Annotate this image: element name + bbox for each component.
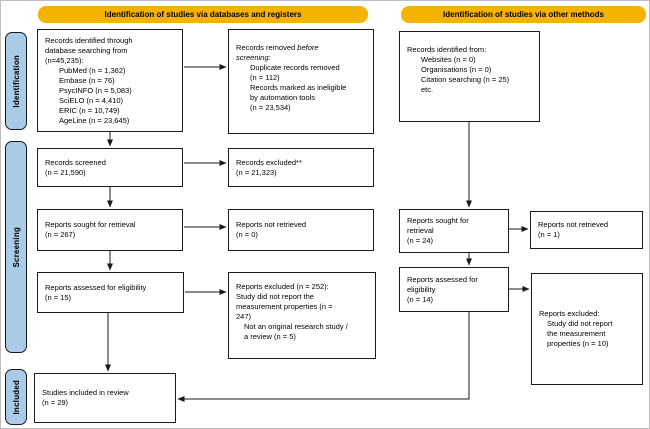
box-line: Reports excluded:: [539, 309, 600, 318]
box-reports-sought-databases: [37, 209, 183, 251]
box-line: Study did not report: [547, 319, 613, 328]
box-line: Reports not retrieved: [538, 220, 609, 229]
banner-databases-registers: Identification of studies via databases and registers: [38, 6, 368, 23]
box-reports-excluded-eligibility-databases: [228, 272, 376, 359]
box-line: eligibility: [407, 284, 436, 294]
box-line: Reports assessed for eligibility: [45, 282, 147, 292]
stage-text-included: Included: [11, 379, 21, 415]
box-line: (n = 14): [407, 294, 434, 304]
box-line: (n = 21,323): [236, 167, 277, 177]
box-line: (n = 112): [250, 73, 280, 82]
stage-text-screening: Screening: [11, 226, 21, 268]
box-line: retrieval: [407, 226, 434, 235]
box-line: properties (n = 10): [547, 339, 609, 348]
box-line: (n=45,235):: [45, 56, 84, 65]
box-line: by automation tools: [250, 93, 316, 102]
box-line: (n = 29): [42, 398, 69, 407]
box-line: Websites (n = 0): [421, 55, 476, 64]
box-records-screened: [37, 148, 183, 187]
box-reports-assessed-databases: [37, 272, 184, 313]
box-studies-included: [34, 373, 176, 423]
box-line: Citation searching (n = 25): [421, 75, 510, 84]
box-line: Not an original research study /: [244, 322, 348, 331]
box-line: Records identified through: [45, 36, 133, 45]
box-line: etc.: [421, 85, 434, 94]
box-line: Study did not report the: [236, 292, 314, 301]
box-line: (n = 1): [538, 230, 560, 239]
box-line: Reports sought for retrieval: [45, 220, 136, 229]
box-line: Embase (n = 76): [59, 76, 115, 85]
box-line: (n = 24): [407, 236, 434, 245]
box-reports-sought-other: [399, 209, 509, 253]
box-line: (n = 21,590): [45, 167, 86, 177]
box-line: the measurement: [547, 329, 606, 338]
box-line: AgeLine (n = 23,645): [59, 116, 130, 125]
box-line: PubMed (n = 1,362): [59, 66, 126, 75]
text-italic: before: [297, 43, 319, 52]
box-line: Records screened: [45, 157, 106, 167]
box-line: Reports assessed for: [407, 274, 478, 284]
box-line: Records excluded**: [236, 157, 302, 167]
box-line: measurement properties (n =: [236, 302, 333, 311]
box-line: (n = 23,534): [250, 103, 291, 112]
box-line: SciELO (n = 4,410): [59, 96, 123, 105]
box-line: Records marked as ineligible: [250, 83, 347, 92]
box-line: Duplicate records removed: [250, 63, 340, 72]
box-records-identified-other: [399, 31, 540, 122]
box-line: Reports not retrieved: [236, 220, 307, 229]
text-normal: Records removed: [236, 43, 298, 52]
box-line: (n = 267): [45, 230, 76, 239]
box-line: database searching from: [45, 46, 128, 55]
box-reports-excluded-eligibility-other: [531, 273, 643, 385]
box-line: Records identified from:: [407, 45, 487, 54]
box-records-removed-before-screening: [228, 29, 374, 134]
box-line: (n = 15): [45, 292, 72, 302]
box-records-excluded: [228, 148, 374, 187]
box-line: a review (n = 5): [244, 332, 296, 341]
box-reports-not-retrieved-databases: [228, 209, 374, 251]
box-line: Studies included in review: [42, 388, 129, 397]
box-reports-assessed-other: [399, 267, 509, 312]
text-italic: screening:: [236, 53, 271, 62]
box-line: Reports excluded (n = 252):: [236, 282, 329, 291]
box-records-identified-databases: [37, 29, 183, 132]
box-line: Reports sought for: [407, 216, 469, 225]
box-reports-not-retrieved-other: [530, 211, 643, 249]
box-line: ERIC (n = 10,749): [59, 106, 120, 115]
box-line: (n = 0): [236, 230, 258, 239]
box-line: [236, 53, 370, 63]
box-line: Organisations (n = 0): [421, 65, 492, 74]
box-line: 247): [236, 312, 252, 321]
box-line: PsycINFO (n = 5,083): [59, 86, 132, 95]
banner-other-methods: Identification of studies via other methods: [401, 6, 646, 23]
stage-text-identification: Identification: [11, 54, 21, 108]
box-line: [236, 43, 370, 53]
